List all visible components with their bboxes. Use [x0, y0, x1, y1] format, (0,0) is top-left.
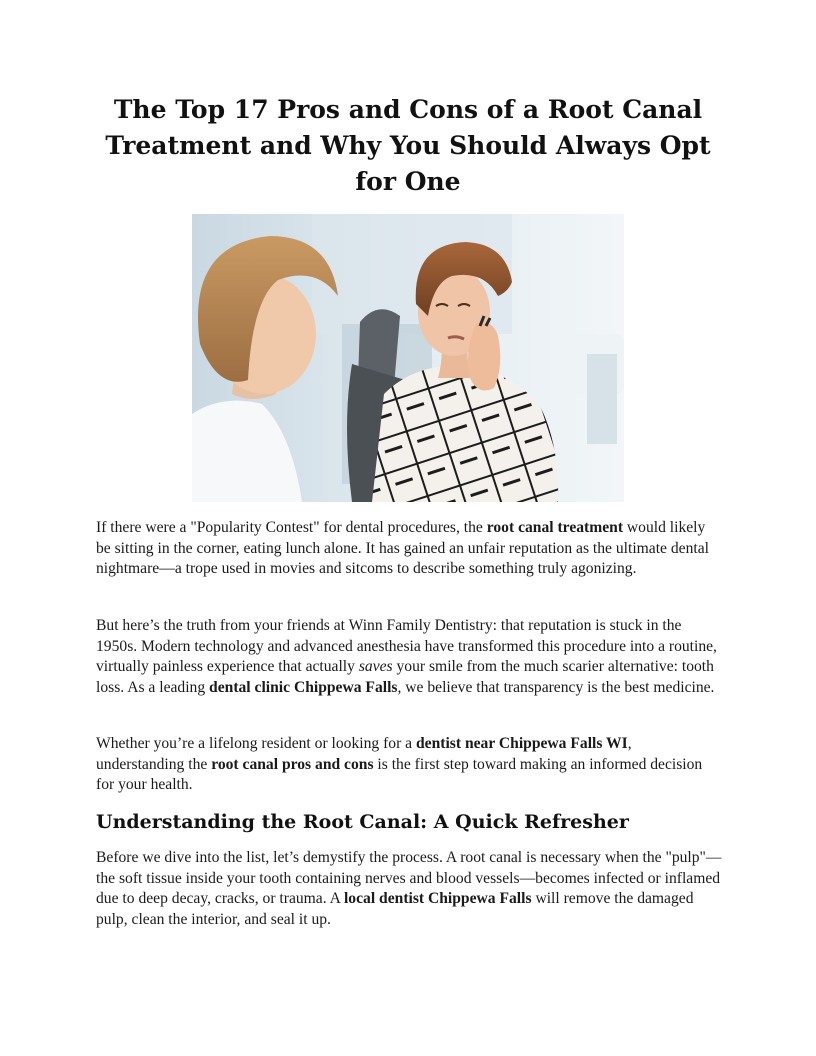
text-run: If there were a "Popularity Contest" for dental procedures, the [96, 519, 487, 536]
section-heading: Understanding the Root Canal: A Quick Refresher [96, 811, 629, 833]
text-run: , understanding the [96, 735, 632, 773]
text-run: would likely be sitting in the corner, eating lunch alone. It has gained an unfair reputation as the ultimate dental nightmare—a trope used in movies and sitcoms to describe something truly agonizing. [96, 519, 709, 578]
text-run: your smile from the much scarier alternative: tooth loss. As a leading [96, 658, 714, 696]
intro-paragraph [96, 518, 722, 580]
refresher-paragraph [96, 848, 722, 930]
keyword-dental-clinic: dental clinic Chippewa Falls [209, 678, 398, 696]
text-run: , we believe that transparency is the best medicine. [397, 678, 715, 696]
resident-paragraph [96, 734, 722, 796]
text-run: will remove the damaged pulp, clean the interior, and seal it up. [96, 890, 694, 928]
text-run: Before we dive into the list, let’s demystify the process. A root canal is necessary when the "pulp"—the soft tissue inside your tooth containing nerves and blood vessels—becomes infected or inflamed due to deep decay, cracks, or trauma. A [96, 849, 722, 908]
truth-paragraph [96, 616, 722, 698]
text-run: But here’s the truth from your friends at Winn Family Dentistry: that reputation is stuck in the 1950s. Modern technology and advanced anesthesia have transformed this procedure into a routine, virtually painless experience that actually [96, 617, 717, 676]
keyword-local-dentist: local dentist Chippewa Falls [343, 890, 532, 908]
article-title: The Top 17 Pros and Cons of a Root Canal Treatment and Why You Should Always Opt for One [105, 95, 711, 196]
keyword-pros-cons: root canal pros and cons [211, 755, 374, 773]
keyword-root-canal-treatment: root canal treatment [486, 519, 624, 536]
emphasis-saves: saves [358, 658, 393, 676]
text-run: Whether you’re a lifelong resident or looking for a [96, 735, 416, 752]
hero-photo [192, 214, 624, 502]
text-run: is the first step toward making an informed decision for your health. [96, 755, 703, 794]
keyword-dentist-near: dentist near Chippewa Falls WI [416, 735, 628, 752]
